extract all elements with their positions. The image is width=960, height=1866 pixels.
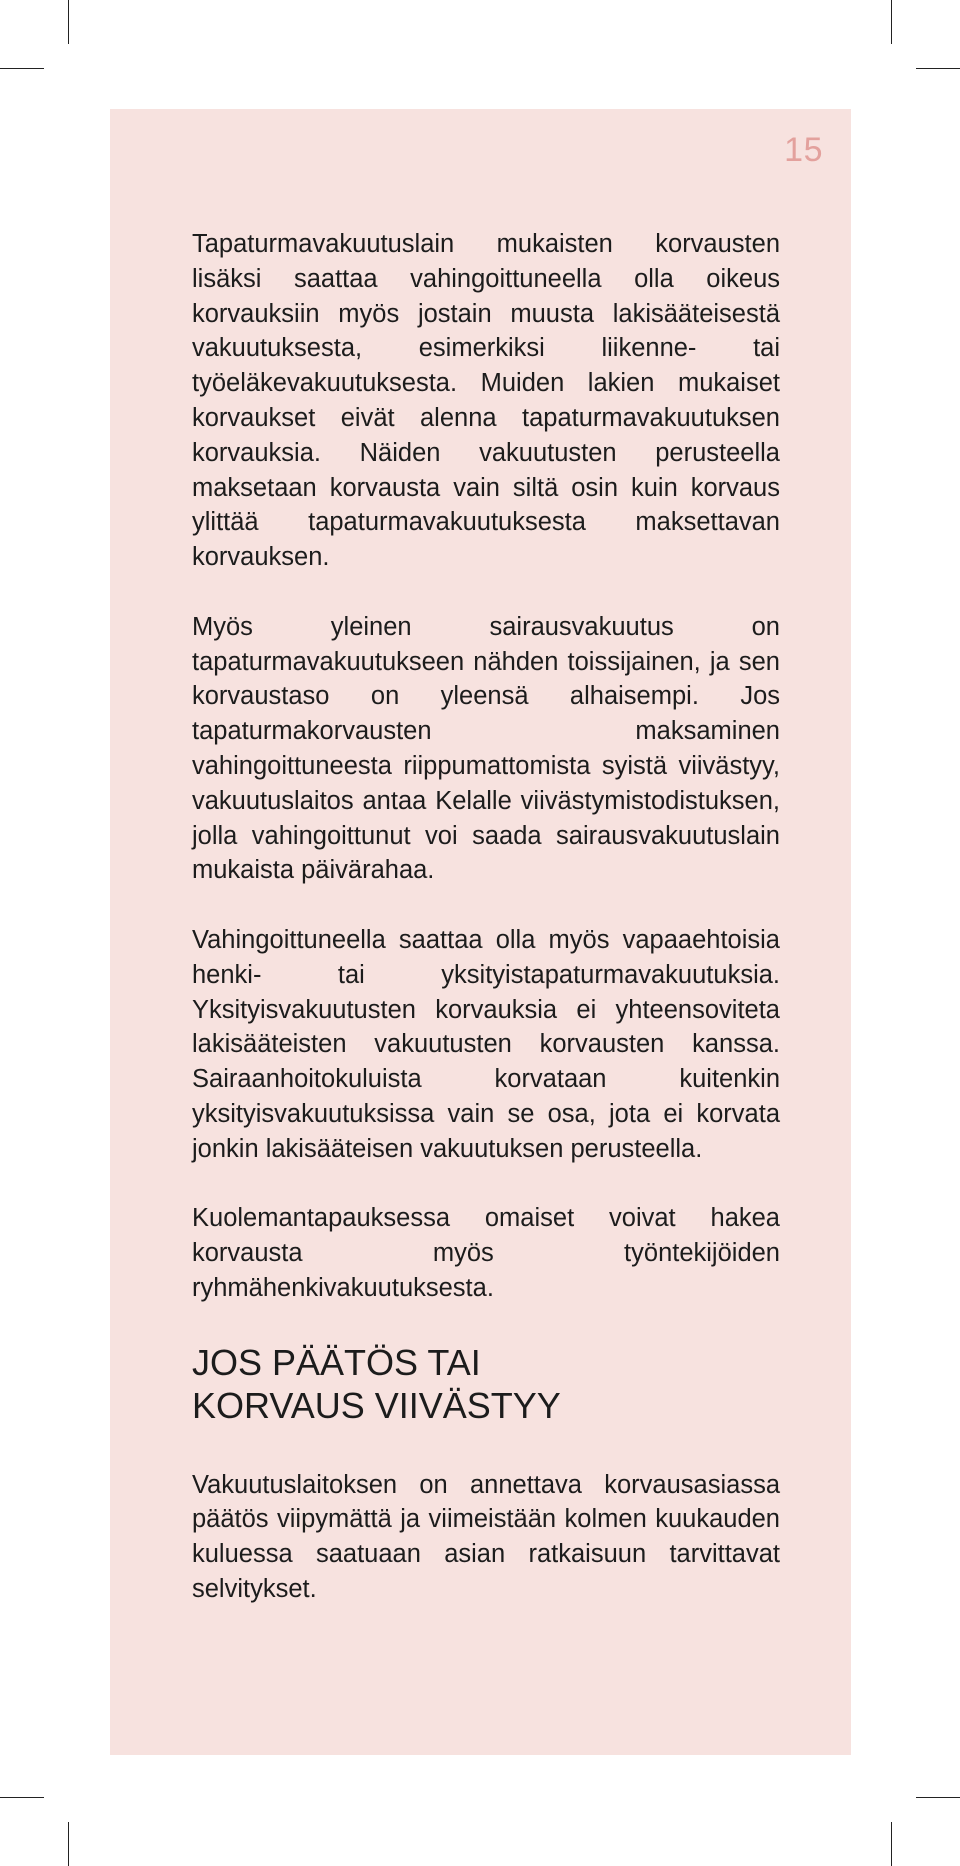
crop-mark (0, 1797, 44, 1798)
crop-mark (68, 1822, 69, 1866)
crop-mark (68, 0, 69, 44)
crop-mark (0, 68, 44, 69)
page-panel (110, 109, 851, 1755)
body-text (192, 227, 780, 1641)
paragraph: Tapaturmavakuutuslain mukaisten korvausten lisäksi saattaa vahingoittuneella olla oikeus korvauksiin myös jostain muusta lakisääteisestä vakuutuksesta, esimerkiksi liikenne- tai työeläkevakuutuksesta. Muiden lakien mukaiset korvaukset eivät alenna tapaturmavakuutuksen korvauksia. Näiden vakuutusten perusteella maksetaan korvausta vain siltä osin kuin korvaus ylittää tapaturmavakuutuksesta maksettavan korvauksen. (192, 230, 780, 572)
crop-mark (891, 0, 892, 44)
paragraph: Kuolemantapauksessa omaiset voivat hakea korvausta myös työntekijöiden ryhmähenkivakuutuksesta. (192, 1204, 780, 1302)
page-number: 15 (784, 131, 823, 169)
paragraph: Vakuutuslaitoksen on annettava korvausasiassa päätös viipymättä ja viimeistään kolmen kuukauden kuluessa saatuaan asian ratkaisuun tarvittavat selvitykset. (192, 1470, 780, 1603)
paragraph: Vahingoittuneella saattaa olla myös vapaaehtoisia henki- tai yksityistapaturmavakuutuksia. Yksityisvakuutusten korvauksia ei yhteensoviteta lakisääteisten vakuutusten korvausten kanssa. Sairaanhoitokuluista korvataan kuitenkin yksityisvakuutuksissa vain se osa, jota ei korvata jonkin lakisääteisen vakuutuksen perusteella. (192, 925, 780, 1163)
section-heading: JOS PÄÄTÖS TAI KORVAUS VIIVÄSTYY (192, 1341, 561, 1426)
paragraph: Myös yleinen sairausvakuutus on tapaturmavakuutukseen nähden toissijainen, ja sen korvaustaso on yleensä alhaisempi. Jos tapaturmakorvausten maksaminen vahingoittuneesta riippumattomista syistä viivästyy, vakuutuslaitos antaa Kelalle viivästymistodistuksen, jolla vahingoittunut voi saada sairausvakuutuslain mukaista päivärahaa. (192, 612, 780, 885)
crop-mark (916, 1797, 960, 1798)
crop-mark (916, 68, 960, 69)
crop-mark (891, 1822, 892, 1866)
